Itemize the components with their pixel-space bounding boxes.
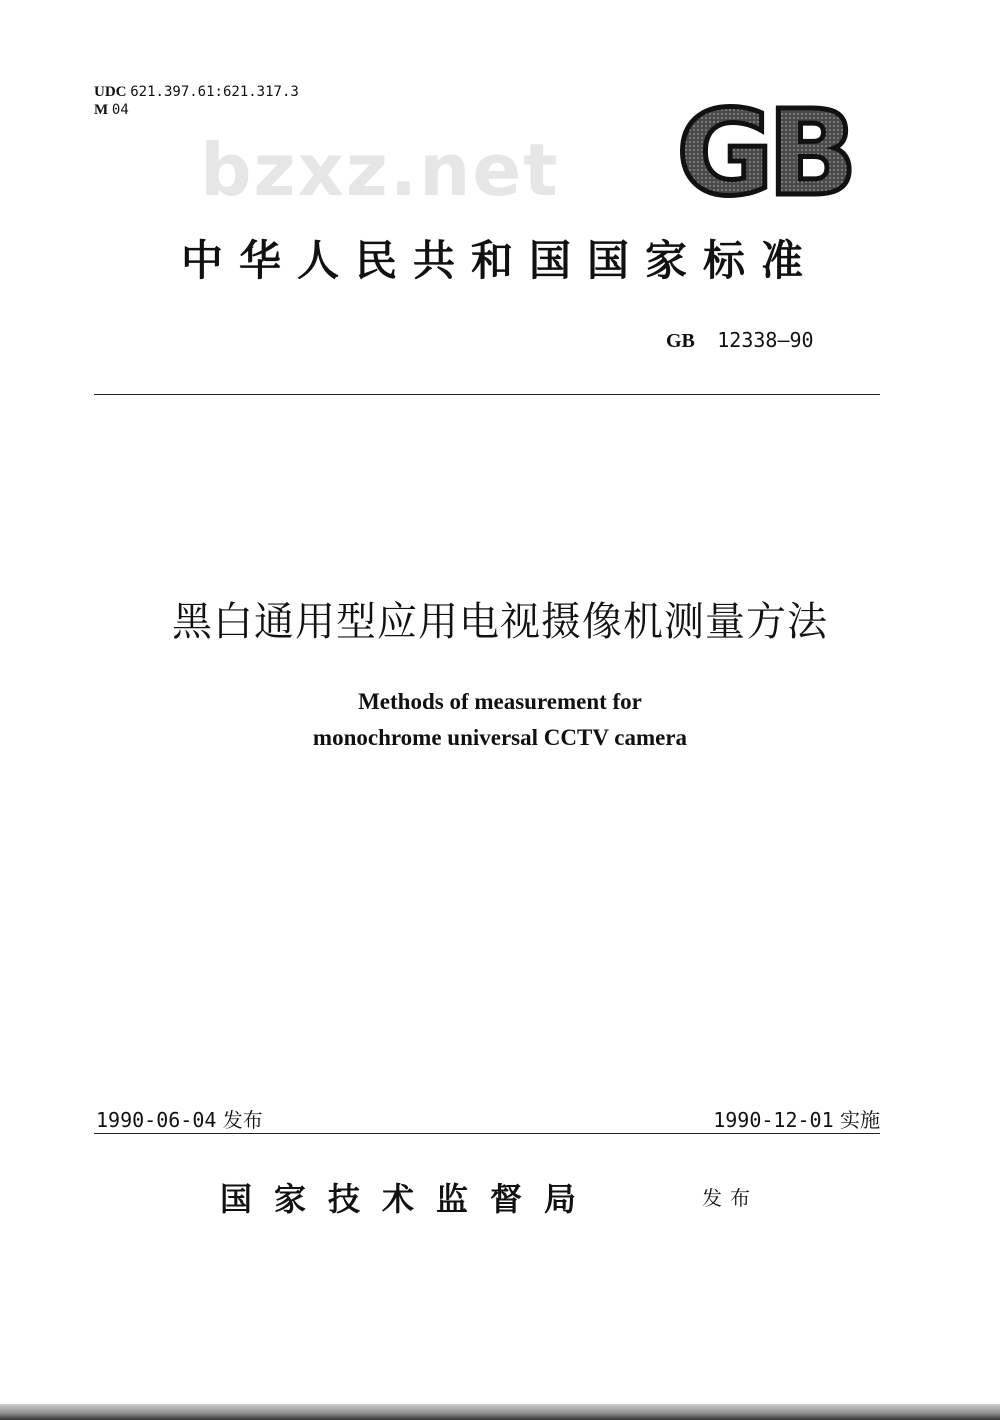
effective-date-label: 实施	[840, 1108, 880, 1132]
scan-edge-bar	[0, 1404, 1000, 1420]
standard-prefix: GB	[666, 330, 695, 352]
watermark: bzxz.net	[200, 128, 560, 212]
issuer-name: 国家技术监督局	[220, 1180, 599, 1218]
issue-date-label: 发布	[222, 1108, 263, 1132]
udc-line	[94, 83, 299, 101]
bottom-divider	[94, 1133, 880, 1134]
class-code: 04	[111, 102, 129, 118]
standard-code: 12338—90	[717, 328, 814, 352]
issue-date-value: 1990-06-04	[96, 1108, 217, 1132]
effective-date	[713, 1104, 880, 1133]
title-english-line2: monochrome universal CCTV camera	[312, 725, 688, 750]
title-english-line1: Methods of measurement for	[358, 689, 642, 714]
gb-logo-text: GB	[676, 96, 852, 206]
udc-code: 621.397.61:621.317.3	[130, 84, 299, 100]
udc-block	[94, 83, 299, 119]
issuer-suffix: 发布	[702, 1186, 758, 1210]
gb-emblem-icon	[664, 96, 864, 206]
class-label: M	[94, 102, 109, 118]
country-title: 中华人民共和国国家标准	[180, 236, 819, 285]
title-english	[0, 684, 1000, 756]
standard-number	[666, 328, 814, 353]
udc-label: UDC	[94, 84, 127, 100]
class-line	[94, 101, 299, 119]
effective-date-value: 1990-12-01	[713, 1108, 834, 1132]
top-divider	[94, 394, 880, 395]
title-chinese: 黑白通用型应用电视摄像机测量方法	[172, 599, 828, 645]
issue-date	[96, 1104, 263, 1133]
